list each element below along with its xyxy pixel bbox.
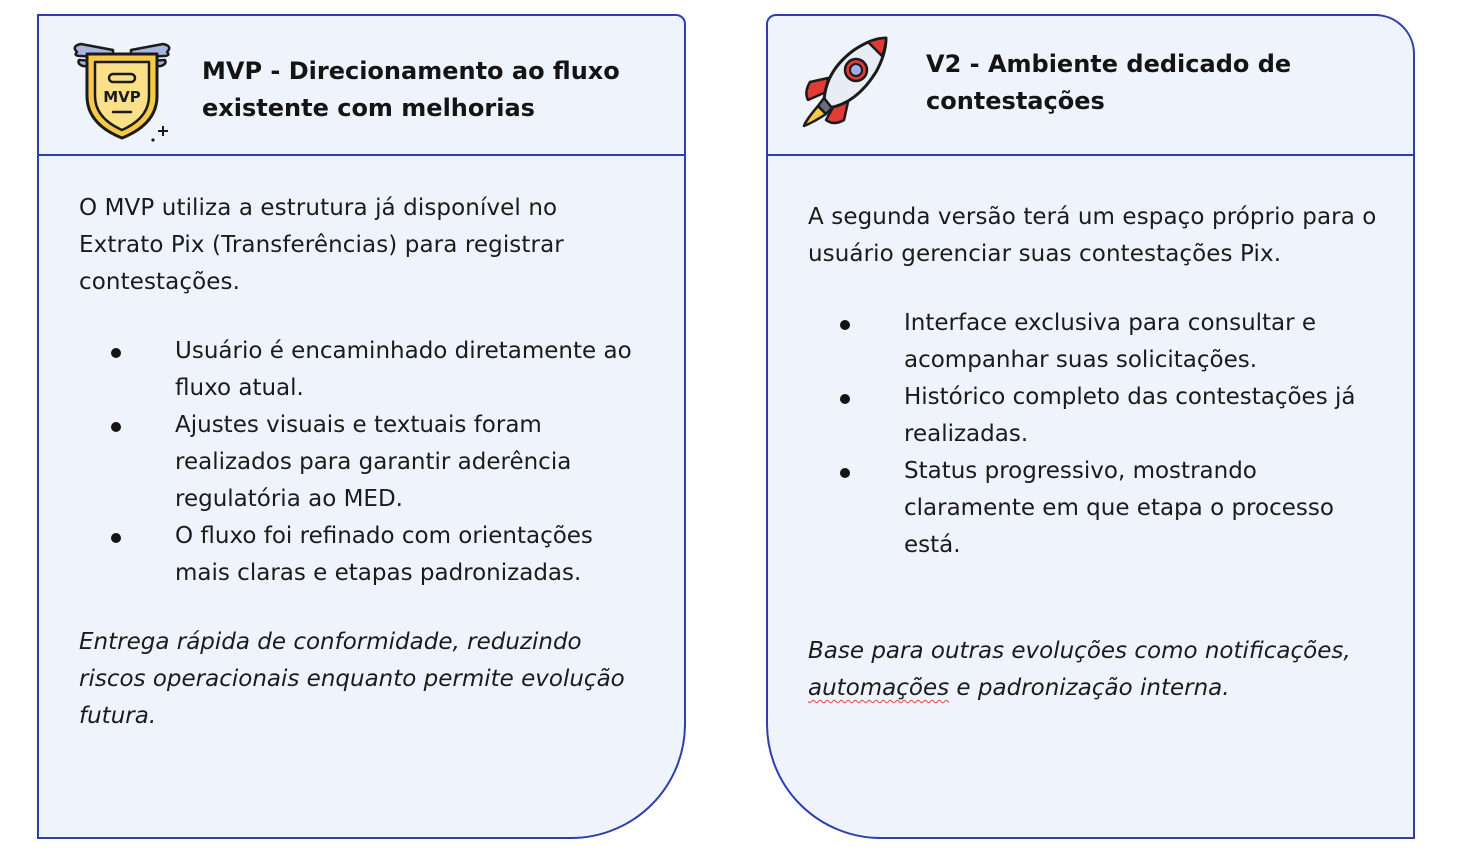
list-item: [39, 407, 645, 518]
mvp-card-header: [39, 16, 684, 156]
bullet-dot-icon: [111, 533, 121, 543]
bullet-dot-icon: [111, 348, 121, 358]
v2-card-body: [768, 199, 1413, 707]
mvp-card-body: [39, 190, 684, 735]
mvp-icon-label: MVP: [103, 88, 141, 106]
bullet-text: O fluxo foi refinado com orientações mais claras e etapas padronizadas.: [175, 523, 593, 586]
list-item: [768, 453, 1374, 564]
list-item: [39, 518, 645, 592]
bullet-text: Ajustes visuais e textuais foram realizados para garantir aderência regulatória ao MED.: [175, 412, 572, 512]
bullet-dot-icon: [111, 422, 121, 432]
mvp-intro-text: O MVP utiliza a estrutura já disponível no Extrato Pix (Transferências) para registrar contestações.: [79, 195, 564, 295]
list-item: [768, 305, 1374, 379]
bullet-text: Usuário é encaminhado diretamente ao fluxo atual.: [175, 338, 632, 401]
bullet-text: Histórico completo das contestações já realizadas.: [904, 384, 1356, 447]
closing-text-part: Base para outras evoluções como notificações,: [808, 638, 1351, 664]
bullet-text: Status progressivo, mostrando claramente em que etapa o processo está.: [904, 458, 1334, 558]
v2-card-header: [768, 16, 1413, 156]
bullet-text: Interface exclusiva para consultar e acompanhar suas solicitações.: [904, 310, 1317, 373]
v2-intro-text: A segunda versão terá um espaço próprio para o usuário gerenciar suas contestações Pix.: [808, 204, 1377, 267]
v2-card-title: V2 - Ambiente dedicado de contestações: [926, 50, 1292, 115]
mvp-card: [37, 14, 686, 839]
mvp-card-title: MVP - Direcionamento ao fluxo existente com melhorias: [202, 57, 620, 122]
mvp-winged-shield-icon: [67, 40, 177, 144]
bullet-dot-icon: [840, 468, 850, 478]
v2-card: [766, 14, 1415, 839]
bullet-dot-icon: [840, 320, 850, 330]
mvp-bullet-list: [39, 333, 684, 592]
v2-closing-text: [808, 633, 1378, 707]
list-item: [768, 379, 1374, 453]
bullet-dot-icon: [840, 394, 850, 404]
v2-bullet-list: [768, 305, 1413, 564]
list-item: [39, 333, 645, 407]
spellcheck-word: automações: [808, 675, 950, 701]
closing-text-part: e padronização interna.: [949, 675, 1230, 701]
rocket-icon: [798, 34, 898, 130]
mvp-closing-text: Entrega rápida de conformidade, reduzindo riscos operacionais enquanto permite evolução futura.: [79, 629, 625, 729]
